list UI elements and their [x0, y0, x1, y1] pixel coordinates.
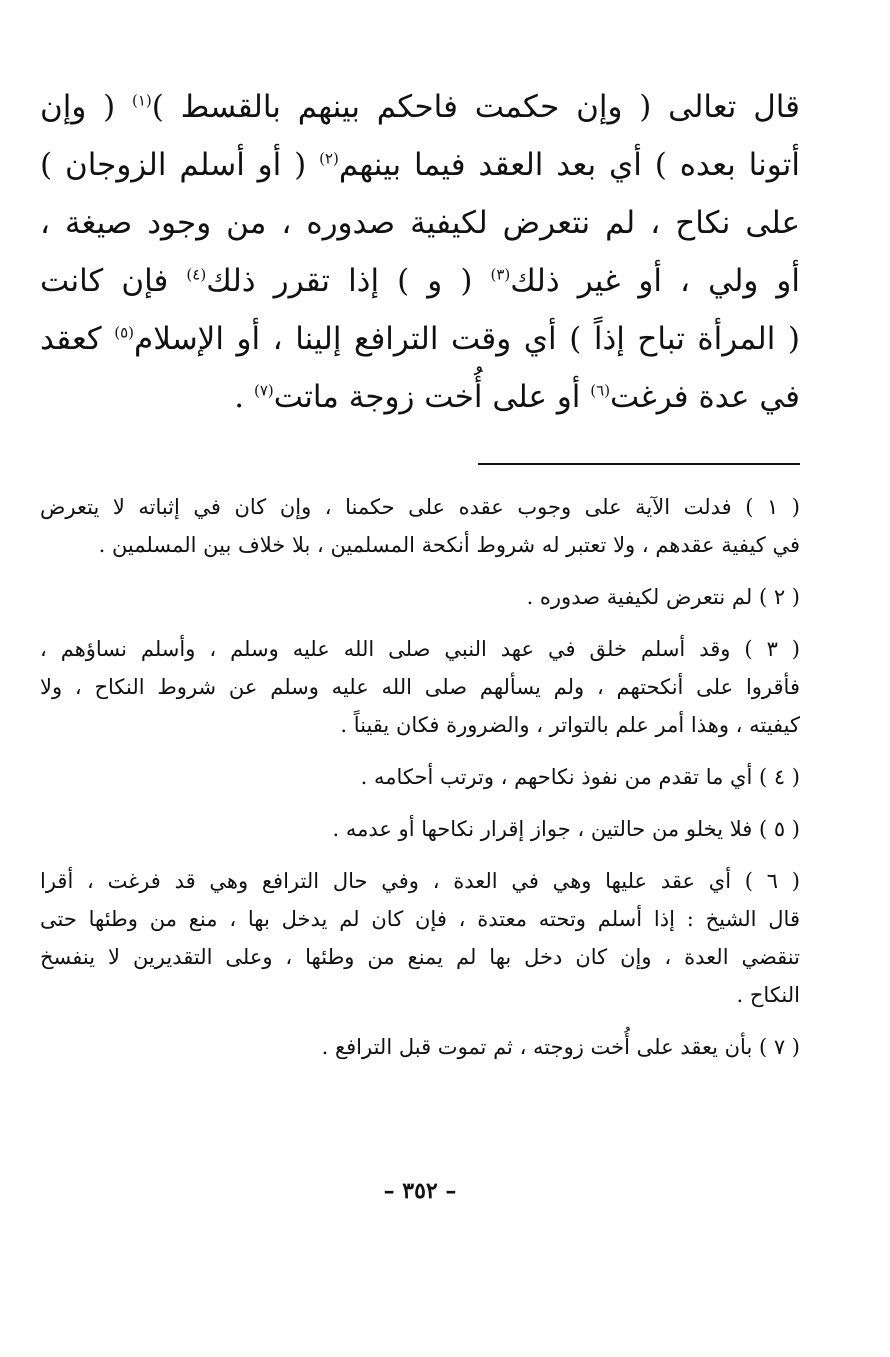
main-line-6-mid: أو على أُخت زوجة ماتت	[273, 379, 581, 415]
page-number: – ٣٥٢ –	[383, 1178, 457, 1204]
main-line-3	[40, 194, 800, 252]
main-line-2-text: أتونا بعده ) أي بعد العقد فيما بينهم	[338, 147, 800, 183]
main-line-1-tail: ( وإن	[40, 89, 116, 125]
footnote-ref-2: (٢)	[319, 149, 339, 168]
footnote-6-line-3: تنقضي العدة ، وإن كان دخل بها لم يمنع من وطئها ، وعلى التقديرين لا ينفسخ	[40, 945, 800, 969]
footnote-5	[40, 810, 800, 848]
main-line-4	[40, 252, 800, 310]
footnote-2	[40, 578, 800, 616]
footnote-ref-1: (١)	[132, 91, 152, 110]
main-line-2-tail: ( أو أسلم الزوجان )	[40, 147, 307, 183]
main-line-6-text: في عدة فرغت	[610, 379, 800, 415]
main-line-5	[40, 310, 800, 368]
footnote-4-line-1: ( ٤ ) أي ما تقدم من نفوذ نكاحهم ، وترتب أحكامه .	[360, 765, 800, 789]
footnote-7-line-1: ( ٧ ) بأن يعقد على أُخت زوجته ، ثم تموت قبل الترافع .	[321, 1035, 800, 1059]
footnote-5-line-1: ( ٥ ) فلا يخلو من حالتين ، جواز إقرار نكاحها أو عدمه .	[332, 817, 800, 841]
book-page	[40, 78, 800, 1328]
main-line-5-text: ( المرأة تباح إذاً ) أي وقت الترافع إلينا ، أو الإسلام	[134, 321, 800, 357]
footnote-ref-6: (٦)	[590, 381, 611, 400]
footnote-6-line-4: النكاح .	[736, 983, 800, 1007]
footnote-1	[40, 488, 800, 564]
footnote-ref-4: (٤)	[186, 265, 207, 284]
main-line-4-mid: ( و ) إذا تقرر ذلك	[206, 263, 473, 299]
footnote-3-line-3: كيفيته ، وهذا أمر علم بالتواتر ، والضرورة فكان يقيناً .	[340, 713, 800, 737]
main-line-1-text: قال تعالى ( وإن حكمت فاحكم بينهم بالقسط )	[151, 89, 800, 125]
main-line-2	[40, 136, 800, 194]
footnote-3-line-2: فأقروا على أنكحتهم ، ولم يسألهم صلى الله عليه وسلم عن شروط النكاح ، ولا	[40, 675, 800, 699]
footnote-ref-7: (٧)	[253, 381, 274, 400]
main-line-3-text: على نكاح ، لم نتعرض لكيفية صدوره ، من وجود صيغة ،	[40, 205, 800, 241]
footnote-4	[40, 758, 800, 796]
footnote-ref-5: (٥)	[114, 323, 135, 342]
main-line-4-text: أو ولي ، أو غير ذلك	[510, 263, 800, 299]
main-line-6	[40, 368, 800, 426]
footnote-1-line-1: ( ١ ) فدلت الآية على وجوب عقده على حكمنا ، وإن كان في إثباته لا يتعرض	[40, 495, 800, 519]
footnote-6	[40, 862, 800, 1014]
footnote-1-line-2: في كيفية عقدهم ، ولا تعتبر له شروط أنكحة المسلمين ، بلا خلاف بين المسلمين .	[98, 533, 800, 557]
footnote-6-line-1: ( ٦ ) أي عقد عليها وهي في العدة ، وفي حال الترافع وهي قد فرغت ، أقرا	[40, 869, 800, 893]
main-line-6-tail: .	[234, 379, 245, 415]
footnote-3	[40, 630, 800, 744]
main-line-1	[40, 78, 800, 136]
footnote-3-line-1: ( ٣ ) وقد أسلم خلق في عهد النبي صلى الله عليه وسلم ، وأسلم نساؤهم ،	[40, 637, 801, 661]
main-line-5-tail: كعقد	[40, 321, 102, 357]
main-line-4-tail: فإن كانت	[40, 263, 169, 299]
footnote-separator	[478, 463, 800, 465]
footnote-6-line-2: قال الشيخ : إذا أسلم وتحته معتدة ، فإن كان لم يدخل بها ، منع من وطئها حتى	[40, 907, 800, 931]
footnote-2-line-1: ( ٢ ) لم نتعرض لكيفية صدوره .	[526, 585, 800, 609]
footnote-7	[40, 1028, 800, 1066]
footnote-ref-3: (٣)	[490, 265, 511, 284]
footnotes-section	[40, 488, 800, 1080]
main-text-block	[40, 78, 800, 426]
